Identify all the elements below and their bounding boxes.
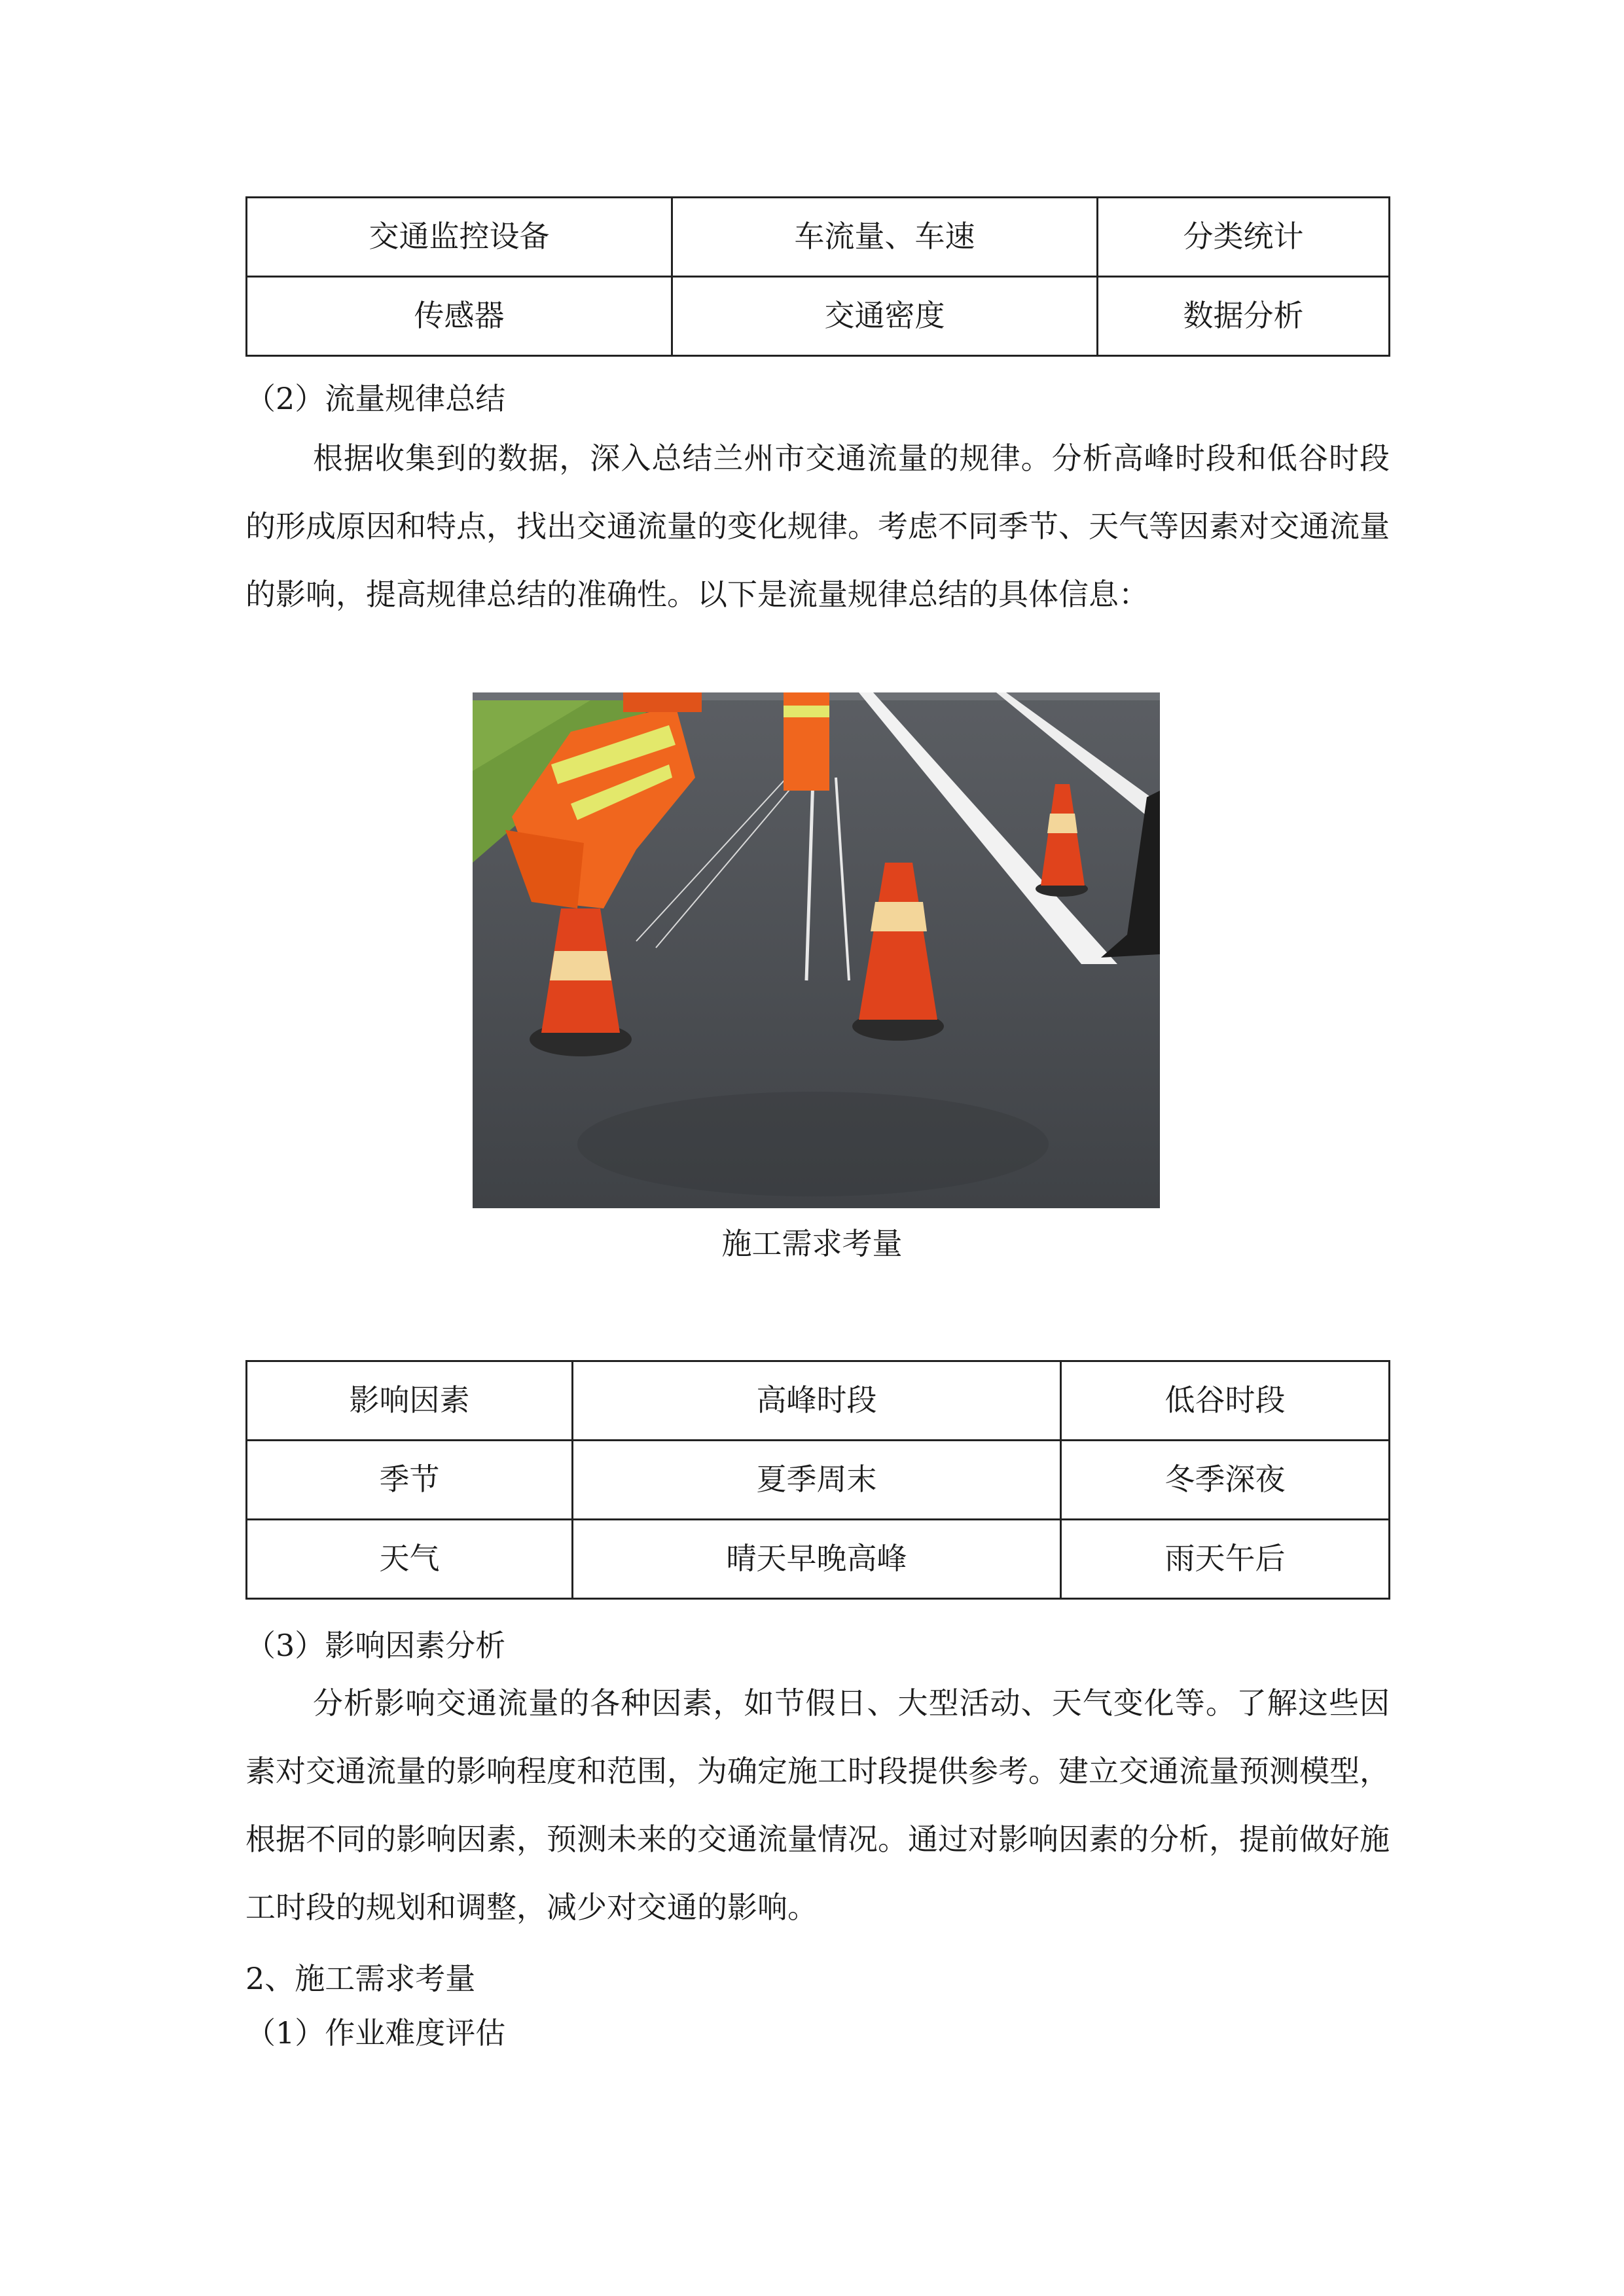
worker-figure [784,692,829,791]
flow-pattern-paragraph [245,424,1390,628]
paragraph-text: 根据收集到的数据，深入总结兰州市交通流量的规律。分析高峰时段和低谷时段的形成原因和特点，找出交通流量的变化规律。考虑不同季节、天气等因素对交通流量的影响，提高规律总结的准确性。以下是流量规律总结的具体信息： [245,440,1390,612]
figure-caption: 施工需求考量 [721,1226,903,1261]
table-cell: 天气 [247,1520,573,1599]
table-cell: 分类统计 [1098,198,1390,277]
section-title-construction: 2、施工需求考量 [245,1961,476,1996]
table-cell: 雨天午后 [1061,1520,1390,1599]
monitoring-table [245,196,1390,357]
section-heading-influence-analysis: （3）影响因素分析 [245,1628,506,1663]
table-cell: 传感器 [247,277,672,356]
paragraph-text: 分析影响交通流量的各种因素，如节假日、大型活动、天气变化等。了解这些因素对交通流量的影响程度和范围，为确定施工时段提供参考。建立交通流量预测模型，根据不同的影响因素，预测未来的交通流量情况。通过对影响因素的分析，提前做好施工时段的规划和调整，减少对交通的影响。 [245,1685,1390,1925]
table-cell: 冬季深夜 [1061,1441,1390,1520]
influence-analysis-paragraph [245,1669,1390,1941]
table-row [247,1441,1390,1520]
table-cell: 车流量、车速 [672,198,1098,277]
road-marking-illustration [473,692,1160,1208]
table-cell: 交通密度 [672,277,1098,356]
table-cell: 季节 [247,1441,573,1520]
table-row [247,1520,1390,1599]
table-cell: 晴天早晚高峰 [573,1520,1061,1599]
construction-photo [473,692,1160,1208]
influence-factor-table [245,1360,1390,1600]
table-cell: 夏季周末 [573,1441,1061,1520]
subsection-difficulty-assessment: （1）作业难度评估 [245,2015,506,2051]
table-header-cell: 高峰时段 [573,1361,1061,1441]
table-row [247,198,1390,277]
table-cell: 数据分析 [1098,277,1390,356]
table-cell: 交通监控设备 [247,198,672,277]
table-header-cell: 影响因素 [247,1361,573,1441]
table-row [247,277,1390,356]
table-header-cell: 低谷时段 [1061,1361,1390,1441]
section-heading-flow-pattern: （2）流量规律总结 [245,381,506,416]
table-header-row [247,1361,1390,1441]
